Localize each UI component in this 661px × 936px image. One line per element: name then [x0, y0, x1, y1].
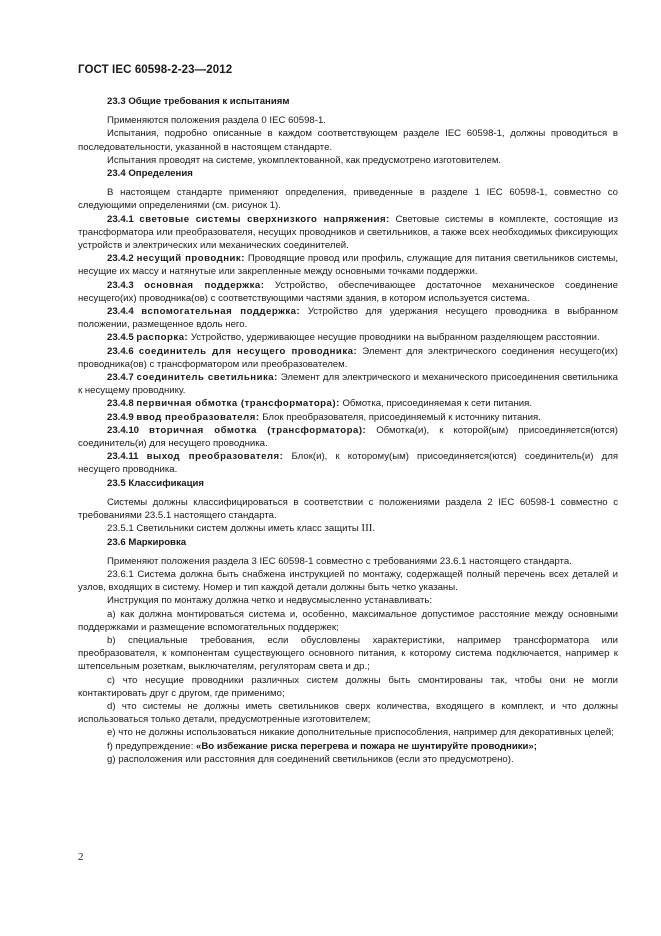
section-heading-23-3: 23.3 Общие требования к испытаниям: [107, 96, 290, 107]
definition-23-4-4: 23.4.4 вспомогательная поддержка: Устройство для удержания несущего проводника в выбранном положении, размещенное вдоль него.: [78, 306, 618, 331]
paragraph: В настоящем стандарте применяют определения, приведенные в разделе 1 IEC 60598-1, совместно со следующими определениями (см. рисунок 1).: [78, 187, 618, 212]
definition-23-4-9: 23.4.9 ввод преобразователя: Блок преобразователя, присоединяемый к источнику питания.: [107, 411, 541, 423]
definition-23-4-7: 23.4.7 соединитель светильника: Элемент для электрического и механического присоединения светильника к несущему проводнику.: [78, 372, 618, 397]
paragraph: Системы должны классифицироваться в соответствии с положениями раздела 2 IEC 60598-1 совместно с требованиями 23.5.1 настоящего стандарта.: [78, 496, 618, 522]
protection-class: III: [361, 522, 373, 535]
paragraph: Испытания проводят на системе, укомплектованной, как предусмотрено изготовителем.: [107, 154, 502, 166]
section-heading-23-6: 23.6 Маркировка: [107, 536, 187, 548]
list-item-f: f) предупреждение: «Во избежание риска перегрева и пожара не шунтируйте проводники»;: [107, 740, 537, 752]
list-item-a: a) как должна монтироваться система и, особенно, максимальное допустимое расстояние между основными поддержками и размещение вспомогательных поддержек;: [78, 608, 618, 633]
list-item-g: g) расположения или расстояния для соединений светильников (если это предусмотрено).: [107, 753, 514, 765]
definition-23-4-5: 23.4.5 распорка: Устройство, удерживающее несущие проводники на выбранном разделяющем расстоянии.: [107, 332, 600, 344]
definition-term: первичная обмотка (трансформатора):: [136, 398, 340, 410]
list-item-b: b) специальные требования, если обусловлены характеристики, например трансформатора или преобразователя, к компонентам существующего основного питания, к которому система подключается, например к штепсельным розеткам, выключателям, регуляторам света и др.;: [78, 634, 619, 673]
list-item-e: e) что не должны использоваться никакие дополнительные приспособления, например для декоративных целей;: [107, 727, 614, 739]
definition-23-4-11: 23.4.11 выход преобразователя: Блок(и), к которому(ым) присоединяется(ются) соединитель(и) для несущего проводника.: [78, 451, 619, 476]
definition-term: световые системы сверхнизкого напряжения:: [139, 213, 390, 225]
section-heading-23-5: 23.5 Классификация: [107, 477, 205, 489]
paragraph: Применяются положения раздела 0 IEC 60598-1.: [107, 115, 326, 127]
definition-23-4-6: 23.4.6 соединитель для несущего проводника: Элемент для электрического соединения несущего(их) проводника(ов) с трансформатором или преобразователем.: [78, 345, 618, 370]
list-item-c: c) что несущие проводники различных систем должны быть смонтированы так, чтобы они не могли контактировать друг с другом, где применимо;: [78, 674, 618, 699]
definition-term: вторичная обмотка (трансформатора):: [149, 424, 367, 436]
document-body: [78, 95, 618, 766]
definition-term: вспомогательная поддержка:: [141, 306, 301, 318]
definition-23-4-2: 23.4.2 несущий проводник: Проводящие провод или профиль, служащие для питания светильников системы, несущие их массу и натянутые или закрепленные между основными точками поддержки.: [78, 253, 618, 278]
paragraph-23-6-1: 23.6.1 Система должна быть снабжена инструкцией по монтажу, содержащей полный перечень всех деталей и узлов, входящих в систему. Номер и тип каждой детали должны быть четко указаны.: [78, 568, 618, 594]
list-item-d: d) что системы не должны иметь светильников сверх количества, входящего в комплект, и что должны использоваться только детали, предусмотренные изготовителем;: [78, 700, 618, 726]
definition-term: основная поддержка:: [144, 279, 265, 291]
section-heading-23-4: 23.4 Определения: [107, 168, 193, 180]
definition-term: соединитель светильника:: [136, 372, 278, 384]
paragraph-23-5-1: 23.5.1 Светильники систем должны иметь класс защиты III.: [107, 522, 376, 535]
definition-term: соединитель для несущего проводника:: [138, 345, 358, 357]
document-header: ГОСТ IEC 60598-2-23—2012: [78, 64, 233, 76]
definition-23-4-8: 23.4.8 первичная обмотка (трансформатора): Обмотка, присоединяемая к сети питания.: [107, 398, 533, 410]
definition-23-4-3: 23.4.3 основная поддержка: Устройство, обеспечивающее достаточное механическое соединение несущего(их) проводника(ов) с соответствующими частями здания, в котором используется система.: [78, 279, 618, 304]
paragraph: Применяют положения раздела 3 IEC 60598-1 совместно с требованиями 23.6.1 настоящего стандарта.: [107, 555, 572, 567]
paragraph: Испытания, подробно описанные в каждом соответствующем разделе IEC 60598-1, должны проводиться в последовательности, указанной в настоящем стандарте.: [78, 128, 618, 153]
definition-term: несущий проводник:: [136, 253, 245, 265]
paragraph: Инструкция по монтажу должна четко и недвусмысленно устанавливать:: [107, 595, 433, 607]
definition-23-4-1: 23.4.1 световые системы сверхнизкого напряжения: Световые системы в комплекте, состоящие из трансформатора или преобразователя, несущих проводников и светильников, а также всех необходимых фиксирующих устройств и электрических или механических соединителей.: [78, 213, 618, 252]
definition-term: распорка:: [136, 332, 189, 344]
definition-23-4-10: 23.4.10 вторичная обмотка (трансформатора): Обмотка(и), к которой(ым) присоединяется(ются) соединитель(и) для несущего проводника.: [78, 424, 618, 450]
page-number: 2: [78, 851, 84, 863]
definition-term: выход преобразователя:: [146, 451, 284, 463]
warning-text: «Во избежание риска перегрева и пожара не шунтируйте проводники»;: [196, 740, 537, 752]
definition-term: ввод преобразователя:: [136, 411, 260, 423]
